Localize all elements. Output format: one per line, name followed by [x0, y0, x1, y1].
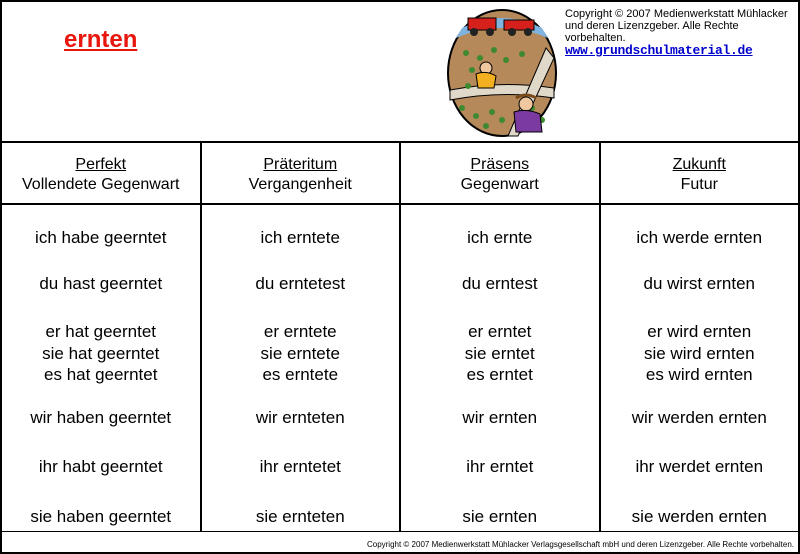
tense-headers	[2, 143, 798, 205]
conjugation-cell: sie hat geerntet	[42, 343, 160, 363]
website-link[interactable]: www.grundschulmaterial.de	[565, 43, 753, 58]
conjugation-cell: wir haben geerntet	[30, 408, 172, 427]
conjugation-cell: ich werde ernten	[636, 228, 763, 247]
tense-german: Vollendete Gegenwart	[22, 176, 180, 193]
conjugation-cell-group	[202, 321, 400, 386]
copyright-line-1: Copyright © 2007 Medienwerkstatt Mühlacker	[565, 8, 788, 20]
conjugation-cell: sie wird ernten	[643, 343, 755, 363]
tense-name: Präteritum	[263, 156, 338, 173]
conjugation-cell: du erntest	[461, 274, 538, 293]
column-zukunft	[601, 205, 799, 531]
conjugation-cell: es erntet	[466, 365, 533, 384]
column-praeteritum	[202, 205, 402, 531]
conjugation-cell: ich ernte	[467, 228, 533, 247]
conjugation-cell-group	[401, 321, 599, 386]
column-perfekt	[2, 205, 202, 531]
conjugation-cell: er erntet	[468, 322, 532, 341]
conjugation-cell: wir ernteten	[255, 408, 345, 427]
conjugation-cell: er hat geerntet	[45, 322, 157, 341]
conjugation-cell: er erntete	[263, 322, 337, 341]
header-perfekt	[2, 143, 202, 203]
conjugation-cell: ihr habt geerntet	[38, 457, 163, 476]
harvest-illustration	[446, 8, 558, 138]
conjugation-cell: du erntetest	[255, 274, 346, 293]
worksheet-header	[2, 2, 798, 143]
conjugation-cell: es erntete	[262, 365, 339, 384]
conjugation-cell-group	[2, 321, 200, 386]
header-zukunft	[601, 143, 799, 203]
copyright-notice	[565, 8, 798, 57]
conjugation-cell: ihr werdet ernten	[635, 457, 764, 476]
conjugation-cell: ihr erntetet	[259, 457, 341, 476]
conjugation-cell: ihr erntet	[466, 457, 534, 476]
conjugation-table	[2, 205, 798, 532]
tense-name: Zukunft	[672, 156, 726, 173]
conjugation-cell: sie ernteten	[255, 507, 345, 526]
conjugation-cell: wir werden ernten	[631, 408, 767, 427]
footer-copyright: Copyright © 2007 Medienwerkstatt Mühlacker Verlagsgesellschaft mbH und deren Lizenzgeber. Alle Rechte vorbehalten.	[366, 540, 794, 549]
conjugation-cell: ich erntete	[260, 228, 340, 247]
conjugation-cell-group	[601, 321, 799, 386]
tense-german: Futur	[680, 176, 718, 193]
conjugation-cell: sie haben geerntet	[30, 507, 172, 526]
tense-name: Perfekt	[75, 156, 127, 173]
verb-title: ernten	[64, 26, 138, 53]
conjugation-cell: es wird ernten	[645, 365, 753, 384]
conjugation-cell: sie ernten	[462, 507, 538, 526]
conjugation-cell: er wird ernten	[647, 322, 752, 341]
copyright-line-2: und deren Lizenzgeber. Alle Rechte vorbehalten.	[565, 20, 739, 44]
tense-german: Gegenwart	[460, 176, 539, 193]
header-praeteritum	[202, 143, 402, 203]
column-praesens	[401, 205, 601, 531]
tense-german: Vergangenheit	[248, 176, 352, 193]
conjugation-cell: sie erntete	[260, 343, 340, 363]
conjugation-cell: du hast geerntet	[39, 274, 163, 293]
tense-name: Präsens	[470, 156, 530, 173]
header-praesens	[401, 143, 601, 203]
conjugation-cell: wir ernten	[462, 408, 538, 427]
conjugation-cell: es hat geerntet	[44, 365, 158, 384]
conjugation-cell: sie werden ernten	[631, 507, 767, 526]
conjugation-cell: ich habe geerntet	[35, 228, 167, 247]
conjugation-cell: sie erntet	[464, 343, 535, 363]
conjugation-cell: du wirst ernten	[643, 274, 755, 293]
